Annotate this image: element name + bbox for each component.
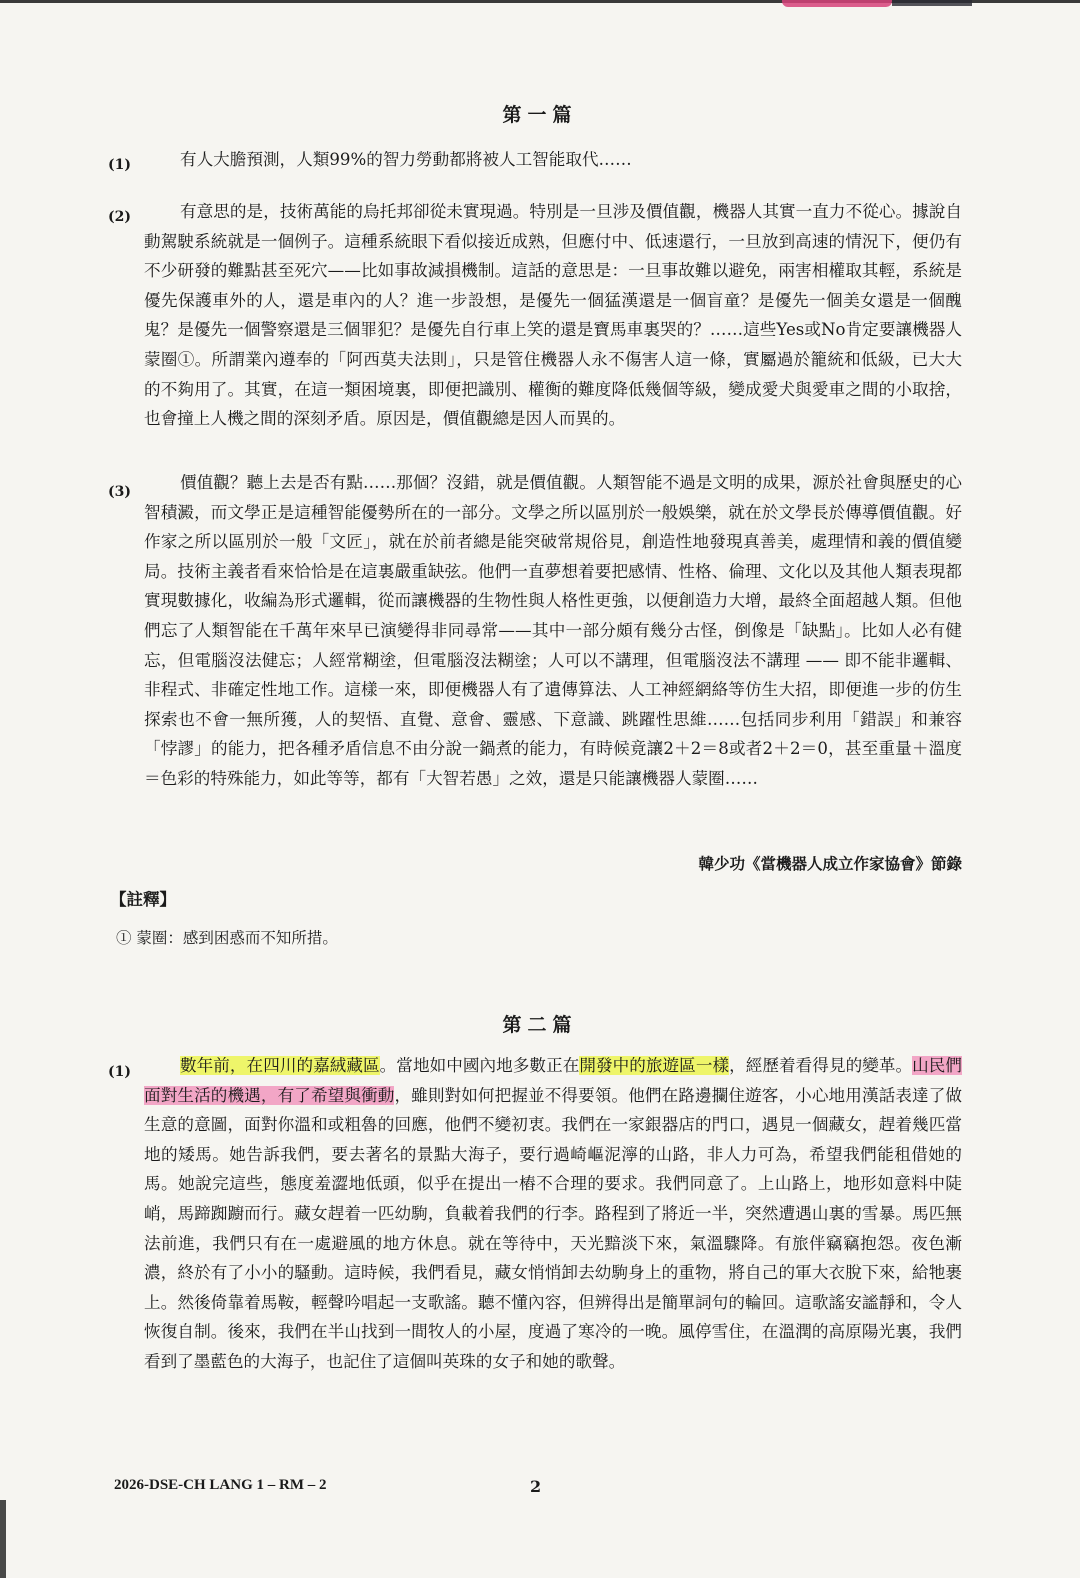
article2-title: 第二篇	[502, 1014, 578, 1036]
article1-para1-number: (1)	[108, 157, 131, 173]
article2-text-3: ，雖則對如何把握並不得要領。他們在路邊攔住遊客，小心地用漢話表達了做生意的意圖，面對你溫和或粗魯的回應，他們不變初衷。我們在一家銀器店的門口，遇見一個藏女，趕着幾匹當地的矮馬。她告訴我們，要去著名的景點大海子，要行過崎嶇泥濘的山路，非人力可為，希望我們能租借她的馬。她說完這些，態度羞澀地低頭，似乎在提出一樁不合理的要求。我們同意了。上山路上，地形如意料中陡峭，馬蹄踟躕而行。藏女趕着一匹幼駒，負載着我們的行李。路程到了將近一半，突然遭遇山裏的雪暴。馬匹無法前進，我們只有在一處避風的地方休息。就在等待中，天光黯淡下來，氣溫驟降。有旅伴竊竊抱怨。夜色漸濃，終於有了小小的騷動。這時候，我們看見，藏女悄悄卸去幼駒身上的重物，將自己的軍大衣脫下來，給牠裹上。然後倚靠着馬鞍，輕聲吟唱起一支歌謠。聽不懂內容，但辨得出是簡單詞句的輪回。這歌謠安謐靜和，令人恢復自制。後來，我們在半山找到一間牧人的小屋，度過了寒冷的一晚。風停雪住，在溫潤的高原陽光裏，我們看到了墨藍色的大海子，也記住了這個叫英珠的女子和她的歌聲。	[144, 1085, 963, 1371]
article1-para2-number: (2)	[108, 209, 131, 225]
left-edge-shadow	[0, 1500, 6, 1578]
highlight-yellow-1: 數年前，在四川的嘉絨藏區	[180, 1056, 380, 1075]
article1-para1: 有人大膽預測，人類99%的智力勞動都將被人工智能取代……	[180, 150, 632, 169]
page-number: 2	[530, 1477, 542, 1496]
top-edge-mark-dark	[892, 0, 972, 6]
article1-source: 韓少功《當機器人成立作家協會》節錄	[698, 854, 962, 873]
top-edge-mark	[782, 0, 892, 7]
notes-heading: 【註釋】	[110, 890, 176, 909]
article1-para2: 有意思的是，技術萬能的烏托邦卻從未實現過。特別是一旦涉及價值觀，機器人其實一直力不從心。據說自動駕駛系統就是一個例子。這種系統眼下看似接近成熟，但應付中、低速還行，一旦放到高速的情況下，便仍有不少研發的難點甚至死穴——比如事故減損機制。這話的意思是：一旦事故難以避免，兩害相權取其輕，系統是優先保護車外的人，還是車內的人？進一步設想，是優先一個猛漢還是一個盲童？是優先一個美女還是一個醜鬼？是優先一個警察還是三個罪犯？是優先自行車上笑的還是寶馬車裏哭的？……這些Yes或No肯定要讓機器人蒙圈①。所謂業內遵奉的「阿西莫夫法則」，只是管住機器人永不傷害人這一條，實屬過於籠統和低級，已大大的不夠用了。其實，在這一類困境裏，即便把識別、權衡的難度降低幾個等級，變成愛犬與愛車之間的小取捨，也會撞上人機之間的深刻矛盾。原因是，價值觀總是因人而異的。	[144, 202, 962, 429]
highlight-pink: 山民們面對生活的機遇，有了希望與衝動	[144, 1056, 963, 1105]
highlight-yellow-2: 開發中的旅遊區一樣	[579, 1056, 730, 1075]
article2-text-2: ，經歷着看得見的變革。	[729, 1056, 913, 1075]
note-item: ① 蒙圈：感到困惑而不知所措。	[116, 929, 338, 947]
article1-title: 第一篇	[502, 104, 578, 126]
article1-para3: 價值觀？聽上去是否有點……那個？沒錯，就是價值觀。人類智能不過是文明的成果，源於社會與歷史的心智積澱，而文學正是這種智能優勢所在的一部分。文學之所以區別於一般娛樂，就在於文學長於傳導價值觀。好作家之所以區別於一般「文匠」，就在於前者總是能突破常規俗見，創造性地發現真善美，處理情和義的價值變局。技術主義者看來恰恰是在這裏嚴重缺弦。他們一直夢想着要把感情、性格、倫理、文化以及其他人類表現都實現數據化，收編為形式邏輯，從而讓機器的生物性與人格性更強，以便創造力大增，最終全面超越人類。但他們忘了人類智能在千萬年來早已演變得非同尋常——其中一部分頗有幾分古怪，倒像是「缺點」。比如人必有健忘，但電腦沒法健忘；人經常糊塗，但電腦沒法糊塗；人可以不講理，但電腦沒法不講理 —— 即不能非邏輯、非程式、非確定性地工作。這樣一來，即便機器人有了遺傳算法、人工神經網絡等仿生大招，即便進一步的仿生探索也不會一無所獲，人的契悟、直覺、意會、靈感、下意識、跳躍性思維……包括同步利用「錯誤」和兼容「悖謬」的能力，把各種矛盾信息不由分說一鍋煮的能力，有時候竟讓2＋2＝8或者2＋2＝0，甚至重量＋溫度＝色彩的特殊能力，如此等等，都有「大智若愚」之效，還是只能讓機器人蒙圈……	[144, 473, 962, 788]
article2-text-1: 。當地如中國內地多數正在	[379, 1056, 580, 1075]
article1-para3-number: (3)	[108, 484, 131, 500]
paper-code: 2026-DSE-CH LANG 1 – RM – 2	[114, 1477, 327, 1493]
article2-para1	[144, 1051, 962, 1377]
article2-para1-number: (1)	[108, 1064, 131, 1080]
